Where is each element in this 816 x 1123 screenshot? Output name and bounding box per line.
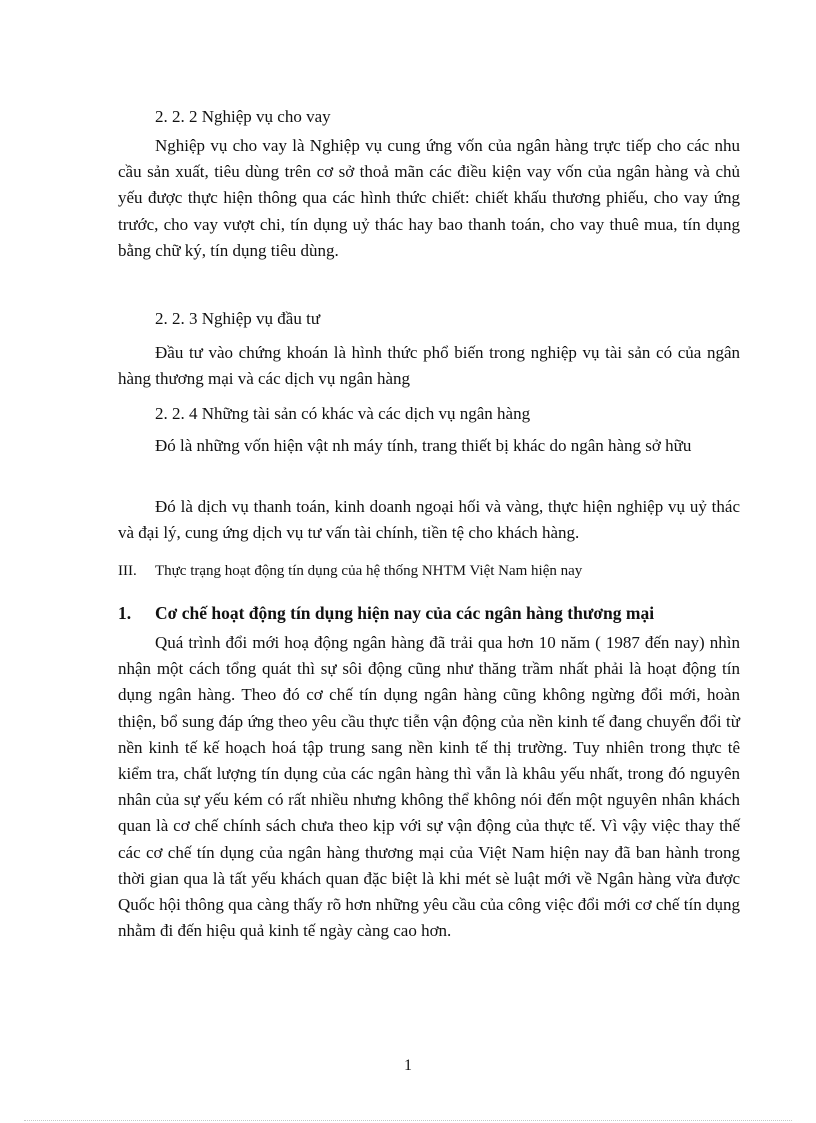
section-2-2-4-body-1: Đó là những vốn hiện vật nh máy tính, trang thiết bị khác do ngân hàng sở hữu xyxy=(155,436,692,455)
section-2-2-2-body: Nghiệp vụ cho vay là Nghiệp vụ cung ứng vốn của ngân hàng trực tiếp cho các nhu cầu sản xuất, tiêu dùng trên cơ sở thoả mãn các điều kiện vay vốn của ngân hàng và chủ yếu được thực hiện thông qua các hình thức chiết: chiết khấu thương phiếu, cho vay ứng trước, cho vay vượt chi, tín dụng uỷ thác hay bao thanh toán, cho vay thuê mua, tín dụng bằng chữ ký, tín dụng tiêu dùng. xyxy=(118,136,740,260)
part-3-title: Thực trạng hoạt động tín dụng của hệ thống NHTM Việt Nam hiện nay xyxy=(155,563,583,579)
page-bottom-divider xyxy=(24,1120,792,1121)
section-2-2-2-heading: 2. 2. 2 Nghiệp vụ cho vay xyxy=(155,107,331,126)
section-1-number: 1. xyxy=(118,603,132,623)
section-2-2-4-heading: 2. 2. 4 Những tài sản có khác và các dịch vụ ngân hàng xyxy=(155,404,531,423)
section-1-heading xyxy=(118,603,654,624)
part-3-number: III. xyxy=(118,563,137,579)
section-2-2-4-body-2: Đó là dịch vụ thanh toán, kinh doanh ngoại hối và vàng, thực hiện nghiệp vụ uỷ thác và đại lý, cung ứng dịch vụ tư vấn tài chính, tiền tệ cho khách hàng. xyxy=(118,497,740,543)
section-1-body: Quá trình đổi mới hoạ động ngân hàng đã trải qua hơn 10 năm ( 1987 đến nay) nhìn nhận một cách tổng quát thì sự sôi động cũng như thăng trầm nhất phải là hoạt động tín dụng ngân hàng. Theo đó cơ chế tín dụng ngân hàng cũng không ngừng đổi mới, hoàn thiện, bổ sung đáp ứng theo yêu cầu thực tiễn vận động của nền kinh tế đang chuyển đổi từ nền kinh tế kế hoạch hoá tập trung sang nền kinh tế thị trường. Tuy nhiên trong thực tê kiểm tra, chất lượng tín dụng của các ngân hàng thì vẫn là khâu yếu nhất, trong đó nguyên nhân của sự yếu kém có rất nhiều nhưng không thể không nói đến một nguyên nhân khách quan là cơ chế chính sách chưa theo kịp với sự vận động của thực tế. Vì vậy việc thay thế các cơ chế tín dụng của ngân hàng thương mại của Việt Nam hiện nay đã ban hành trong thời gian qua là tất yếu khách quan đặc biệt là khi mét sè luật mới về Ngân hàng vừa được Quốc hội thông qua càng thấy rõ hơn những yêu cầu của công việc đổi mới cơ chế tín dụng nhằm đi đến hiệu quả kinh tế ngày càng cao hơn. xyxy=(118,633,740,941)
section-1-title: Cơ chế hoạt động tín dụng hiện nay của các ngân hàng thương mại xyxy=(155,603,655,623)
page-number: 1 xyxy=(404,1057,412,1074)
part-3-heading xyxy=(118,563,582,580)
section-2-2-3-heading: 2. 2. 3 Nghiệp vụ đầu tư xyxy=(155,309,321,328)
section-2-2-3-body: Đầu tư vào chứng khoán là hình thức phổ biến trong nghiệp vụ tài sản có của ngân hàng thương mại và các dịch vụ ngân hàng xyxy=(118,343,740,389)
